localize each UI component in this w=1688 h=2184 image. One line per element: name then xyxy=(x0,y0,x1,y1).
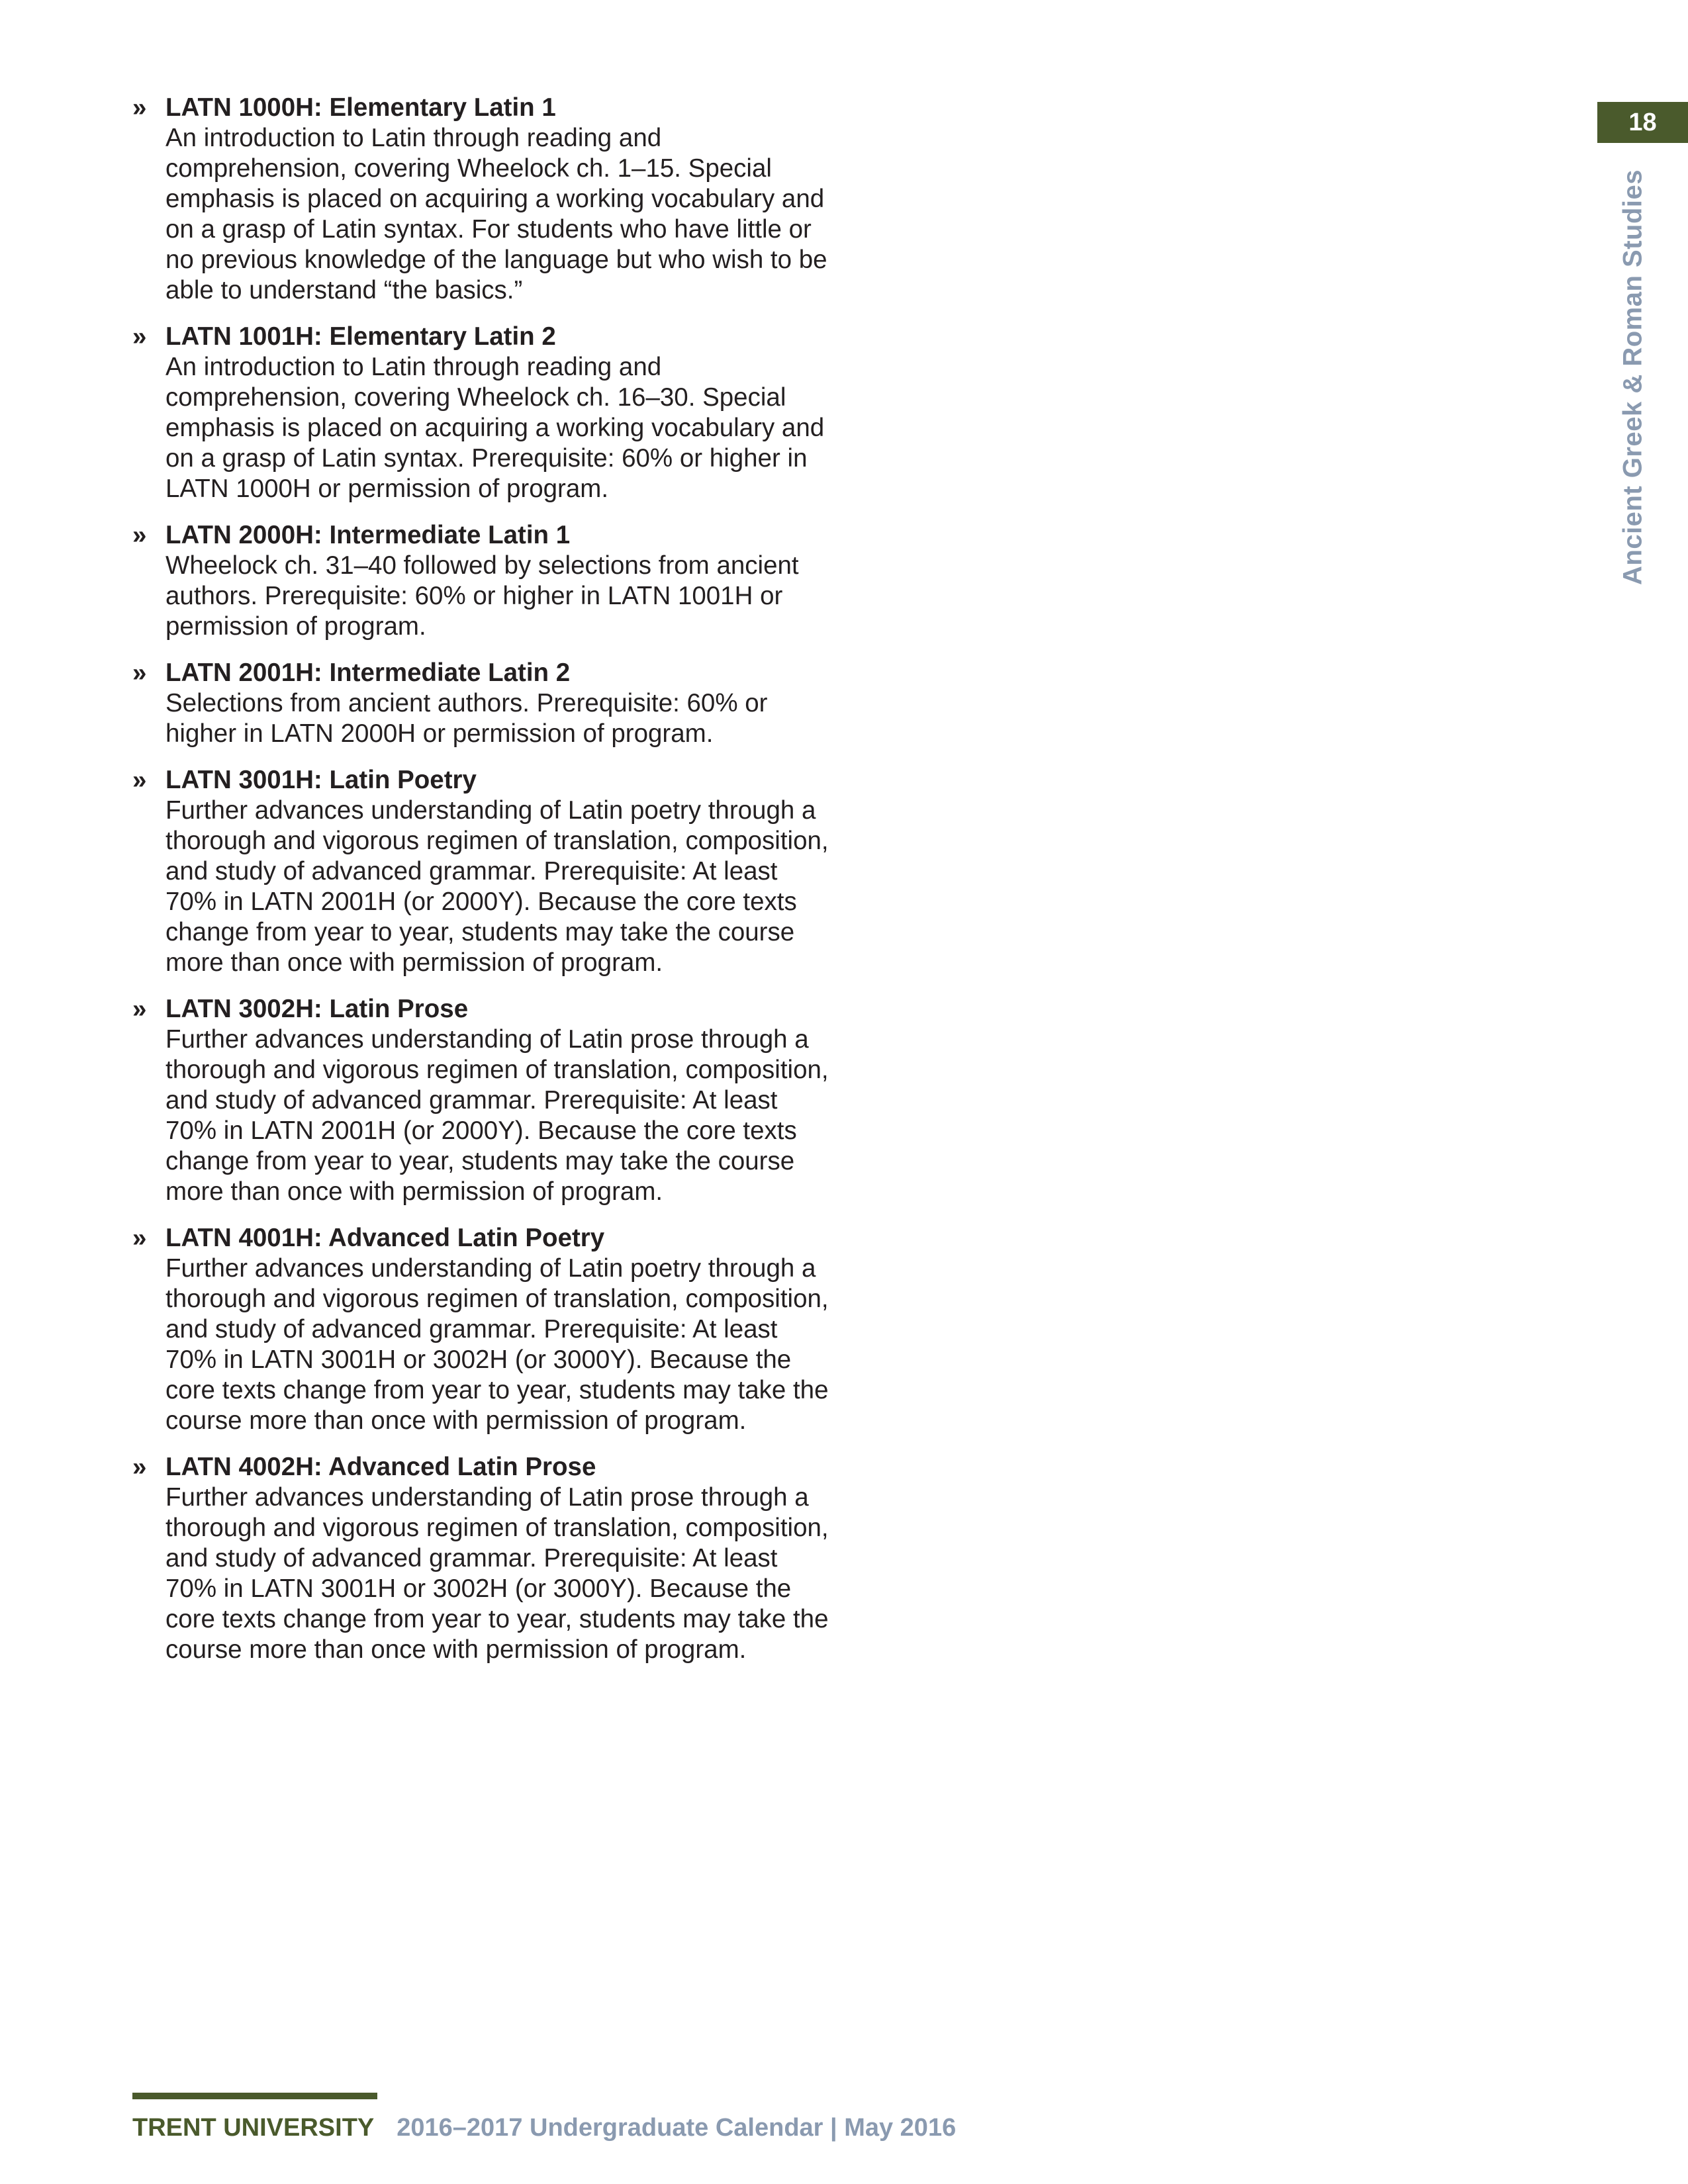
course-description: An introduction to Latin through reading and comprehension, covering Wheelock ch. 16–30. Special emphasis is placed on acquiring a working vocabulary and on a grasp of Latin syntax. Prerequisite: 60% or higher in LATN 1000H or permission of program. xyxy=(165,353,825,503)
course-entry xyxy=(132,658,834,749)
footer-divider xyxy=(132,2093,377,2099)
section-side-title: Ancient Greek & Roman Studies xyxy=(1618,169,1648,585)
course-description: Further advances understanding of Latin prose through a thorough and vigorous regimen of translation, composition, and study of advanced grammar. Prerequisite: At least 70% in LATN 3001H or 3002H (or 3000Y). Because the core texts change from year to year, students may take the course more than once with permission of program. xyxy=(165,1483,829,1664)
course-title: LATN 2000H: Intermediate Latin 1 xyxy=(165,521,571,549)
course-entry xyxy=(132,1223,834,1436)
course-title: LATN 3002H: Latin Prose xyxy=(165,995,469,1023)
bullet-icon: » xyxy=(132,766,147,794)
course-description: Wheelock ch. 31–40 followed by selections from ancient authors. Prerequisite: 60% or higher in LATN 1001H or permission of program. xyxy=(165,551,799,641)
course-entry xyxy=(132,93,834,306)
bullet-icon: » xyxy=(132,93,147,122)
footer xyxy=(132,2111,956,2144)
course-title: LATN 4001H: Advanced Latin Poetry xyxy=(165,1224,605,1252)
bullet-icon: » xyxy=(132,659,147,687)
course-title: LATN 4002H: Advanced Latin Prose xyxy=(165,1453,596,1481)
bullet-icon: » xyxy=(132,322,147,351)
course-title: LATN 3001H: Latin Poetry xyxy=(165,766,477,794)
bullet-icon: » xyxy=(132,995,147,1023)
course-description: An introduction to Latin through reading and comprehension, covering Wheelock ch. 1–15. Special emphasis is placed on acquiring a working vocabulary and on a grasp of Latin syntax. For students who have little or no previous knowledge of the language but who wish to be able to understand “the basics.” xyxy=(165,124,827,304)
footer-calendar-label: 2016–2017 Undergraduate Calendar | May 2016 xyxy=(397,2114,957,2142)
course-description: Further advances understanding of Latin prose through a thorough and vigorous regimen of translation, composition, and study of advanced grammar. Prerequisite: At least 70% in LATN 2001H (or 2000Y). Because the core texts change from year to year, students may take the course more than once with permission of program. xyxy=(165,1025,829,1206)
course-entry xyxy=(132,520,834,642)
bullet-icon: » xyxy=(132,1453,147,1481)
course-title: LATN 1001H: Elementary Latin 2 xyxy=(165,322,556,351)
course-list xyxy=(132,93,834,1681)
course-entry xyxy=(132,322,834,504)
course-title: LATN 1000H: Elementary Latin 1 xyxy=(165,93,556,122)
course-description: Selections from ancient authors. Prerequisite: 60% or higher in LATN 2000H or permission of program. xyxy=(165,689,768,748)
page-number-badge: 18 xyxy=(1597,102,1688,143)
section-side-title-wrap xyxy=(1610,169,1656,586)
footer-university-name: TRENT UNIVERSITY xyxy=(132,2114,375,2142)
bullet-icon: » xyxy=(132,521,147,549)
bullet-icon: » xyxy=(132,1224,147,1252)
course-entry xyxy=(132,765,834,978)
course-entry xyxy=(132,994,834,1207)
course-description: Further advances understanding of Latin poetry through a thorough and vigorous regimen of translation, composition, and study of advanced grammar. Prerequisite: At least 70% in LATN 3001H or 3002H (or 3000Y). Because the core texts change from year to year, students may take the course more than once with permission of program. xyxy=(165,1254,829,1435)
course-title: LATN 2001H: Intermediate Latin 2 xyxy=(165,659,571,687)
course-entry xyxy=(132,1452,834,1665)
course-description: Further advances understanding of Latin poetry through a thorough and vigorous regimen of translation, composition, and study of advanced grammar. Prerequisite: At least 70% in LATN 2001H (or 2000Y). Because the core texts change from year to year, students may take the course more than once with permission of program. xyxy=(165,796,829,977)
